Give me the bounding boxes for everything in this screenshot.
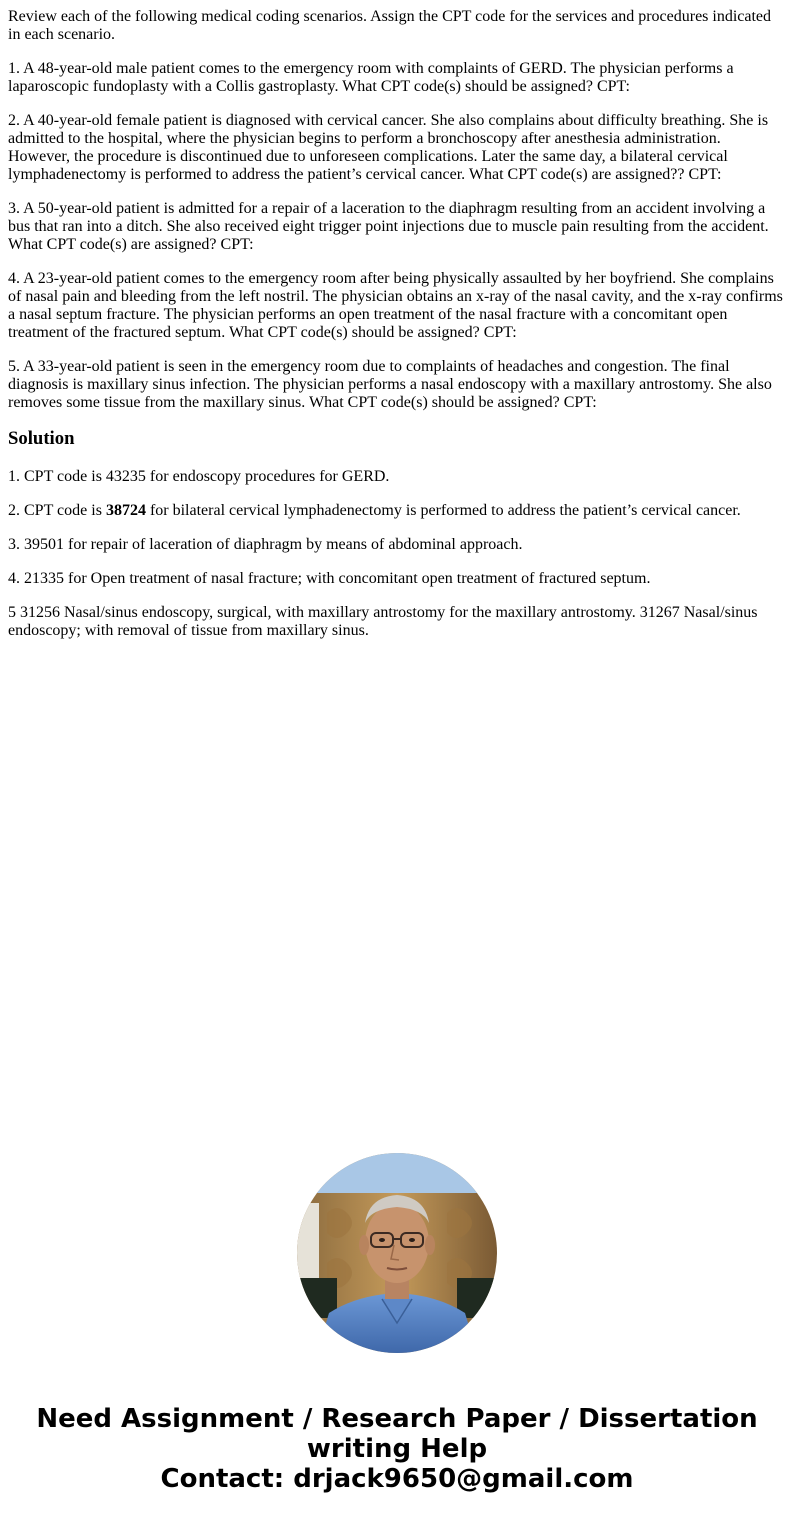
contact-line-1: Need Assignment / Research Paper / Dissertation	[36, 1404, 758, 1434]
contact-banner	[0, 1404, 794, 1494]
question-item-1: 1. A 48-year-old male patient comes to the emergency room with complaints of GERD. The physician performs a laparoscopic fundoplasty with a Collis gastroplasty. What CPT code(s) should be assigned? CPT:	[8, 60, 734, 95]
document-body	[8, 8, 786, 656]
answer-3: 3. 39501 for repair of laceration of diaphragm by means of abdominal approach.	[8, 536, 523, 553]
question-item-5: 5. A 33-year-old patient is seen in the emergency room due to complaints of headaches and congestion. The final diagnosis is maxillary sinus infection. The physician performs a nasal endoscopy with a maxillary antrostomy. She also removes some tissue from the maxillary sinus. What CPT code(s) should be assigned? CPT:	[8, 358, 772, 411]
answer-5: 5 31256 Nasal/sinus endoscopy, surgical, with maxillary antrostomy for the maxillary antrostomy. 31267 Nasal/sinus endoscopy; with removal of tissue from maxillary sinus.	[8, 604, 758, 639]
question-item-4: 4. A 23-year-old patient comes to the emergency room after being physically assaulted by her boyfriend. She complains of nasal pain and bleeding from the left nostril. The physician obtains an x-ray of the nasal cavity, and the x-ray confirms a nasal septum fracture. The physician performs an open treatment of the nasal fracture with a concomitant open treatment of the fractured septum. What CPT code(s) should be assigned? CPT:	[8, 270, 783, 341]
answer-4: 4. 21335 for Open treatment of nasal fracture; with concomitant open treatment of fractured septum.	[8, 570, 651, 587]
author-avatar	[297, 1153, 497, 1353]
contact-line-3: Contact: drjack9650@gmail.com	[160, 1464, 634, 1494]
solution-heading: Solution	[8, 428, 75, 449]
answer-2-prefix: 2. CPT code is	[8, 502, 106, 519]
question-intro: Review each of the following medical coding scenarios. Assign the CPT code for the services and procedures indicated in each scenario.	[8, 8, 772, 43]
question-item-3: 3. A 50-year-old patient is admitted for a repair of a laceration to the diaphragm resulting from an accident involving a bus that ran into a ditch. She also received eight trigger point injections due to muscle pain resulting from the accident. What CPT code(s) are assigned? CPT:	[8, 200, 769, 253]
answer-1: 1. CPT code is 43235 for endoscopy procedures for GERD.	[8, 468, 390, 485]
author-portrait-image	[297, 1153, 497, 1353]
contact-line-2: writing Help	[306, 1434, 488, 1464]
answer-2	[8, 502, 786, 520]
answer-2-code: 38724	[105, 502, 146, 519]
question-item-2: 2. A 40-year-old female patient is diagnosed with cervical cancer. She also complains about difficulty breathing. She is admitted to the hospital, where the physician begins to perform a bronchoscopy after anesthesia administration. However, the procedure is discontinued due to unforeseen complications. Later the same day, a bilateral cervical lymphadenectomy is performed to address the patient’s cervical cancer. What CPT code(s) are assigned?? CPT:	[8, 112, 769, 183]
answer-2-suffix: for bilateral cervical lymphadenectomy is performed to address the patient’s cervical cancer.	[145, 502, 741, 519]
